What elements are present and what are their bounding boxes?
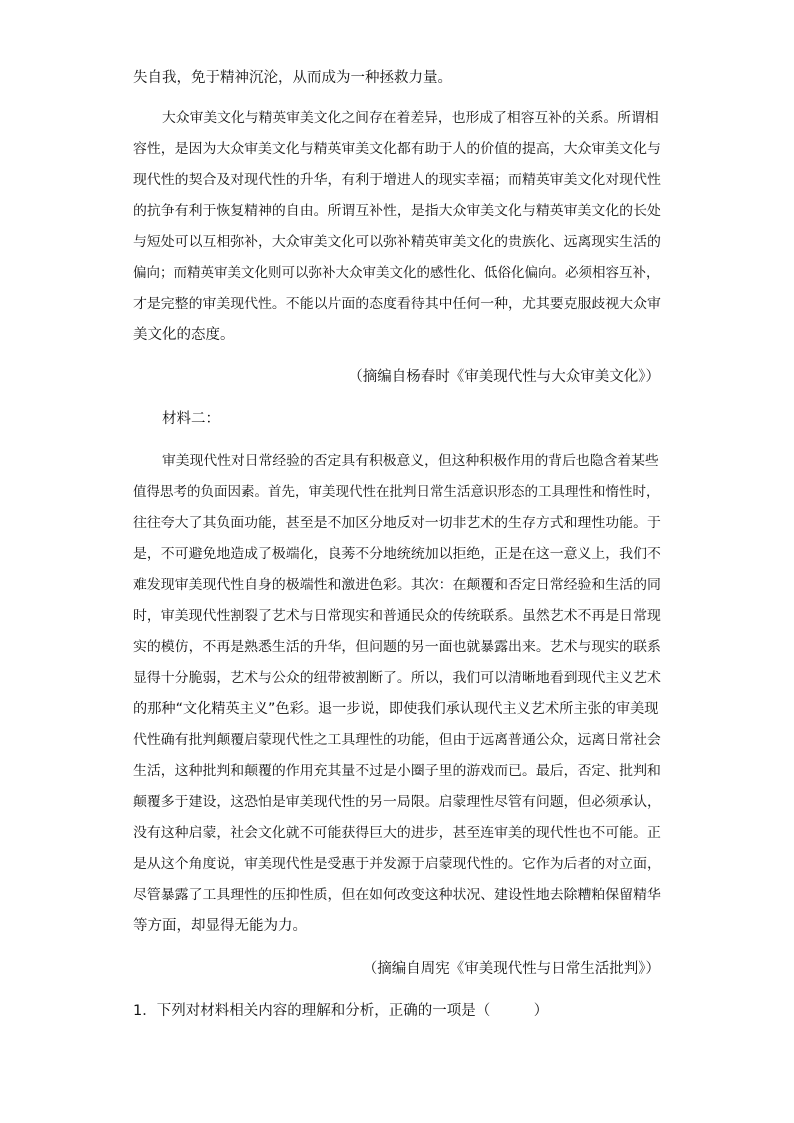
paragraph-line: 难发现审美现代性自身的极端性和激进色彩。其次：在颠覆和否定日常经验和生活的同 [133, 577, 661, 593]
source-citation: （摘编自杨春时《审美现代性与大众审美文化》） [348, 369, 660, 385]
paragraph-line: 现代性的契合及对现代性的升华，有利于增进人的现实幸福；而精英审美文化对现代性 [133, 172, 661, 188]
paragraph-line: 审美现代性对日常经验的否定具有积极意义，但这种积极作用的背后也隐含着某些 [162, 453, 659, 469]
paragraph-line: 大众审美文化与精英审美文化之间存在着差异，也形成了相容互补的关系。所谓相 [162, 110, 659, 126]
paragraph-line: 颠覆多于建设，这恐怕是审美现代性的另一局限。启蒙理性尽管有问题，但必须承认， [133, 794, 661, 810]
paragraph-line: 往往夸大了其负面功能，甚至是不加区分地反对一切非艺术的生存方式和理性功能。于 [133, 515, 661, 531]
paragraph-line: 是，不可避免地造成了极端化，良莠不分地统统加以拒绝，正是在这一意义上，我们不 [133, 546, 661, 562]
paragraph-line: 与短处可以互相弥补，大众审美文化可以弥补精英审美文化的贵族化、远离现实生活的 [133, 234, 661, 250]
paragraph-line: 美文化的态度。 [133, 327, 235, 343]
paragraph-line: 没有这种启蒙，社会文化就不可能获得巨大的进步，甚至连审美的现代性也不可能。正 [133, 825, 661, 841]
paragraph-line: 偏向；而精英审美文化则可以弥补大众审美文化的感性化、低俗化偏向。必须相容互补， [133, 265, 660, 281]
source-citation: （摘编自周宪《审美现代性与日常生活批判》） [362, 961, 660, 977]
paragraph-line: 等方面，却显得无能为力。 [133, 918, 307, 934]
paragraph-line: 才是完整的审美现代性。不能以片面的态度看待其中任何一种，尤其要克服歧视大众审 [133, 296, 661, 312]
paragraph-line: 实的模仿，不再是熟悉生活的升华，但问题的另一面也就暴露出来。艺术与现实的联系 [133, 639, 661, 655]
paragraph-line: 值得思考的负面因素。首先，审美现代性在批判日常生活意识形态的工具理性和惰性时， [133, 484, 660, 500]
paragraph-line: 显得十分脆弱，艺术与公众的纽带被割断了。所以，我们可以清晰地看到现代主义艺术 [133, 670, 661, 686]
paragraph-line: 时，审美现代性割裂了艺术与日常现实和普通民众的传统联系。虽然艺术不再是日常现 [133, 608, 661, 624]
question-item: 1．下列对材料相关内容的理解和分析，正确的一项是（ ） [133, 1003, 549, 1019]
paragraph-line: 的抗争有利于恢复精神的自由。所谓互补性，是指大众审美文化与精英审美文化的长处 [133, 203, 661, 219]
paragraph-line: 生活，这种批判和颠覆的作用充其量不过是小圈子里的游戏而已。最后，否定、批判和 [133, 763, 661, 779]
paragraph-line: 代性确有批判颠覆启蒙现代性之工具理性的功能，但由于远离普通公众，远离日常社会 [133, 732, 661, 748]
paragraph-line: 尽管暴露了工具理性的压抑性质，但在如何改变这种状况、建设性地去除糟粕保留精华 [133, 887, 661, 903]
paragraph-line: 容性，是因为大众审美文化与精英审美文化都有助于人的价值的提高，大众审美文化与 [133, 141, 661, 157]
paragraph-line: 失自我，免于精神沉沦，从而成为一种拯救力量。 [133, 70, 452, 86]
paragraph-line: 的那种“文化精英主义”色彩。退一步说，即使我们承认现代主义艺术所主张的审美现 [133, 701, 659, 717]
section-heading: 材料二： [162, 411, 220, 427]
paragraph-line: 是从这个角度说，审美现代性是受惠于并发源于启蒙现代性的。它作为后者的对立面， [133, 856, 661, 872]
